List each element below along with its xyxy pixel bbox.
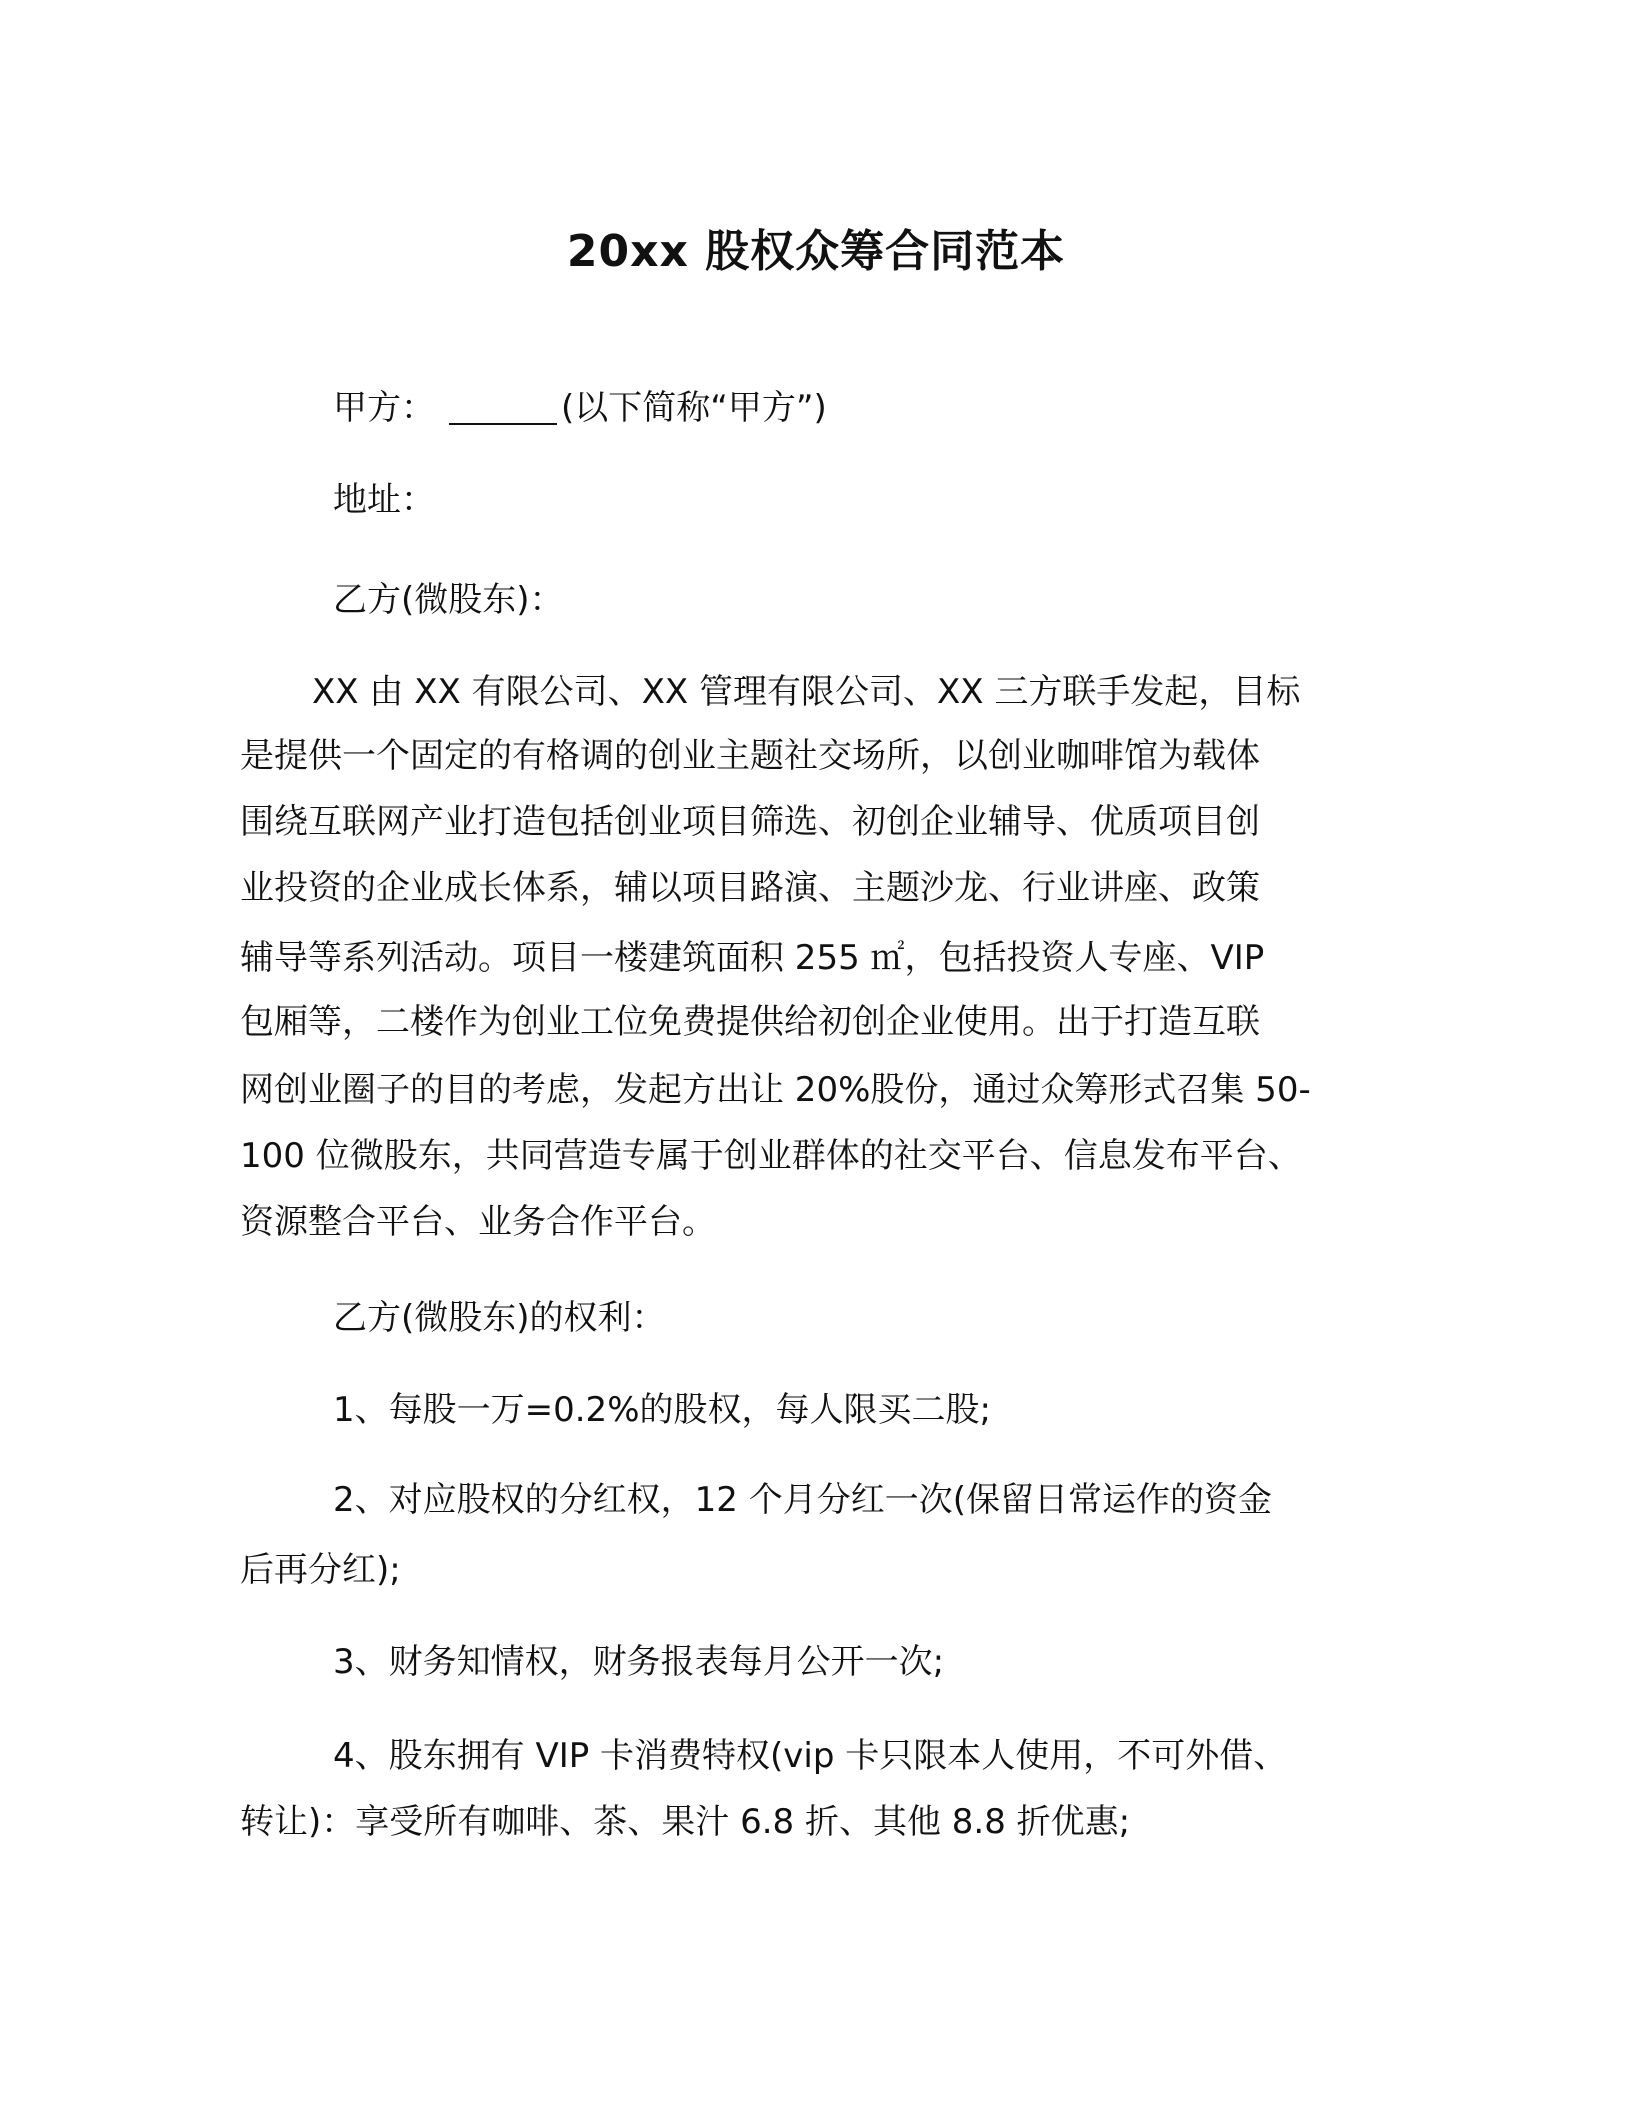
party-b-label: 乙方(微股东)：	[333, 580, 564, 620]
right-item-2-line-2: 后再分红);	[240, 1550, 401, 1590]
address-label: 地址：	[333, 480, 435, 520]
intro-line: 资源整合平台、业务合作平台。	[240, 1202, 716, 1242]
intro-line: 包厢等，二楼作为创业工位免费提供给初创企业使用。出于打造互联	[240, 1002, 1260, 1042]
intro-line: 业投资的企业成长体系，辅以项目路演、主题沙龙、行业讲座、政策	[240, 868, 1260, 908]
intro-line: XX 由 XX 有限公司、XX 管理有限公司、XX 三方联手发起，目标	[312, 672, 1301, 712]
right-item-4-line-1: 4、股东拥有 VIP 卡消费特权(vip 卡只限本人使用，不可外借、	[333, 1736, 1288, 1776]
intro-line: 是提供一个固定的有格调的创业主题社交场所，以创业咖啡馆为载体	[240, 736, 1260, 776]
document-title: 20xx 股权众筹合同范本	[566, 226, 1066, 277]
rights-heading: 乙方(微股东)的权利：	[333, 1298, 666, 1338]
intro-line: 辅导等系列活动。项目一楼建筑面积 255 ㎡，包括投资人专座、VIP	[240, 938, 1265, 978]
right-item-2-line-1: 2、对应股权的分红权，12 个月分红一次(保留日常运作的资金	[333, 1480, 1272, 1520]
intro-line: 围绕互联网产业打造包括创业项目筛选、初创企业辅导、优质项目创	[240, 802, 1260, 842]
right-item-4-line-2: 转让)：享受所有咖啡、茶、果汁 6.8 折、其他 8.8 折优惠;	[240, 1802, 1131, 1842]
party-a-suffix: (以下简称“甲方”)	[561, 388, 827, 428]
party-a-line	[333, 386, 827, 430]
party-a-label: 甲方：	[333, 388, 435, 428]
intro-line: 网创业圈子的目的考虑，发起方出让 20%股份，通过众筹形式召集 50-	[240, 1070, 1311, 1110]
right-item-3: 3、财务知情权，财务报表每月公开一次;	[333, 1642, 945, 1682]
right-item-1: 1、每股一万=0.2%的股权，每人限买二股;	[333, 1390, 991, 1430]
intro-line: 100 位微股东，共同营造专属于创业群体的社交平台、信息发布平台、	[240, 1136, 1302, 1176]
party-a-blank-field	[449, 389, 557, 425]
